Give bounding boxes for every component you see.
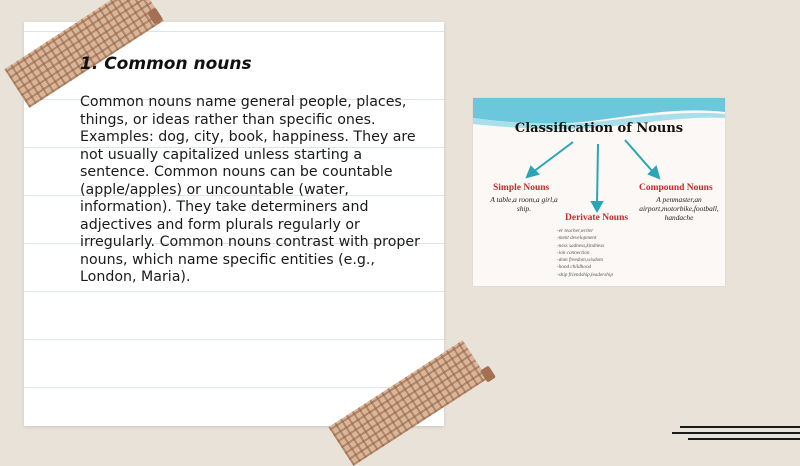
list-item: -ness sadness,kindness — [557, 242, 605, 249]
section-title: 1. Common nouns — [80, 54, 252, 74]
list-item: -ment development — [557, 235, 597, 242]
derivate-nouns-title: Derivate Nouns — [565, 213, 629, 223]
section-body: Common nouns name general people, places, things, or ideas rather than specific ones. Examples: dog, city, book, happiness. They are not usually capitalized unless starting a sentence. Common nouns can be countable (apple/apples) or uncountable (water, information). They take determiners and adjectives and form plurals regularly or irregularly. Common nouns contrast with proper nouns, which name specific entities (e.g., London, Maria). — [80, 94, 420, 285]
noun-classification-diagram — [473, 98, 725, 286]
diagram-title: Classification of Nouns — [514, 121, 684, 136]
derivate-nouns-list — [557, 228, 667, 279]
decorative-lines — [672, 424, 800, 444]
list-item: -dom freedom,wisdom — [557, 257, 603, 264]
simple-nouns-title: Simple Nouns — [493, 183, 550, 193]
simple-nouns-examples: A table,a room,a girl,a ship. — [490, 195, 558, 213]
list-item: -ship friendship,leadership — [557, 271, 613, 278]
compound-nouns-examples: A penmaster,an airport,motorbike,football, handache — [639, 195, 719, 222]
list-item: -ion connection — [557, 249, 590, 256]
compound-nouns-title: Compound Nouns — [639, 183, 713, 193]
list-item: -hood childhood — [557, 264, 592, 271]
list-item: -er teacher,writer — [557, 228, 594, 234]
